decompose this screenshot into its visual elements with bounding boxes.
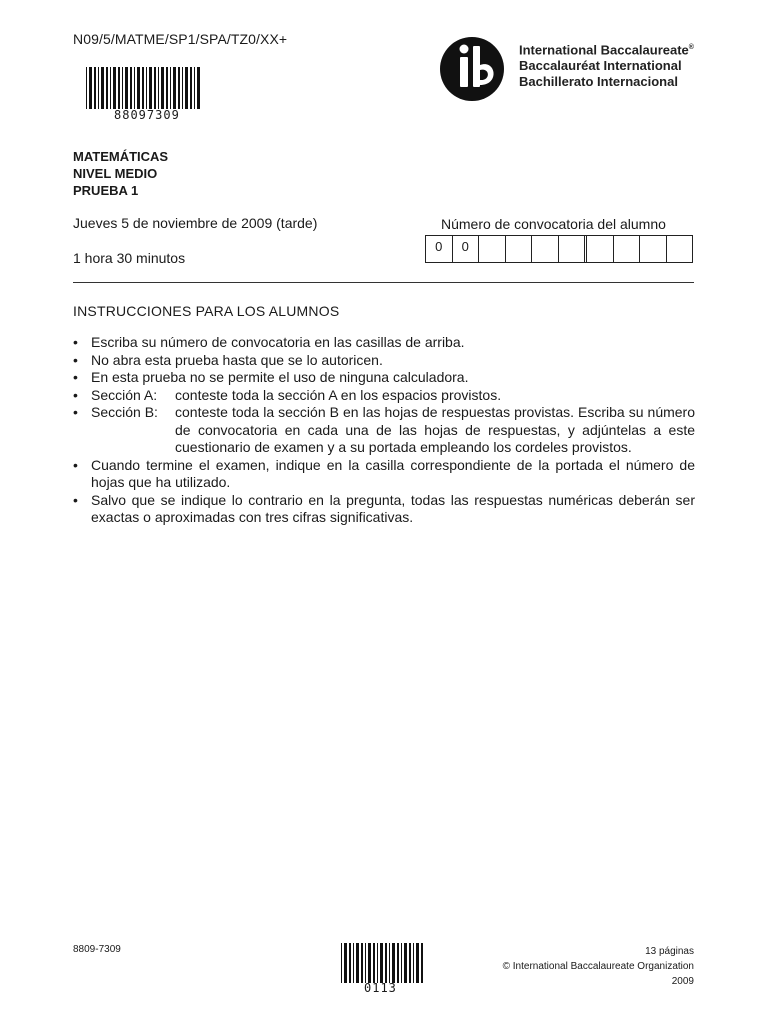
- instruction-text: No abra esta prueba hasta que se lo autoricen.: [91, 351, 383, 368]
- instruction-text: Cuando termine el examen, indique en la casilla correspondiente de la portada el número de hojas que ha utilizado.: [91, 456, 695, 490]
- org-name-en: International Baccalaureate®: [519, 42, 694, 58]
- bullet: •: [73, 369, 78, 385]
- barcode-bar: [178, 67, 180, 109]
- barcode-bar: [146, 67, 147, 109]
- barcode-bar: [421, 943, 423, 983]
- barcode-bar: [353, 943, 354, 983]
- barcode-bar: [173, 67, 176, 109]
- barcode-bar: [125, 67, 128, 109]
- barcode-bar: [130, 67, 132, 109]
- footer-code: 8809-7309: [73, 944, 121, 955]
- instruction-item: [73, 369, 695, 387]
- barcode-bar: [401, 943, 402, 983]
- instruction-item: [73, 492, 695, 527]
- page-count: 13 páginas: [645, 946, 694, 957]
- subject-title: [73, 148, 168, 199]
- section-a-text: conteste toda la sección A en los espacios provistos.: [175, 386, 502, 403]
- footer-pages: [480, 944, 694, 989]
- barcode-bar: [122, 67, 123, 109]
- candidate-digit-box[interactable]: [479, 236, 506, 262]
- barcode-bar: [409, 943, 411, 983]
- barcode-bar: [106, 67, 108, 109]
- barcode-bar: [185, 67, 188, 109]
- candidate-digit-box[interactable]: 0: [426, 236, 453, 262]
- candidate-digit-box[interactable]: [587, 236, 614, 262]
- organization-names: [519, 40, 694, 90]
- candidate-digit-box[interactable]: [559, 236, 588, 262]
- barcode-bar: [166, 67, 168, 109]
- barcode-bar: [110, 67, 111, 109]
- candidate-digit-box[interactable]: [506, 236, 533, 262]
- barcode-bottom: [341, 943, 427, 983]
- exam-date: Jueves 5 de noviembre de 2009 (tarde): [73, 215, 318, 231]
- barcode-bar: [385, 943, 387, 983]
- bullet: •: [73, 404, 78, 420]
- paper-code: N09/5/MATME/SP1/SPA/TZ0/XX+: [73, 31, 288, 47]
- barcode-top: [86, 67, 204, 109]
- barcode-bar: [89, 67, 92, 109]
- barcode-bar: [86, 67, 87, 109]
- paper-line: PRUEBA 1: [73, 183, 139, 198]
- barcode-bottom-number: 0113: [364, 981, 397, 995]
- instruction-item-section-a: [73, 387, 695, 405]
- org-name-fr: Baccalauréat International: [519, 58, 682, 74]
- candidate-number-boxes[interactable]: [425, 235, 693, 263]
- candidate-digit-box[interactable]: 0: [453, 236, 480, 262]
- bullet: •: [73, 491, 78, 508]
- instruction-item: [73, 334, 695, 352]
- barcode-bar: [134, 67, 135, 109]
- instruction-text: En esta prueba no se permite el uso de ninguna calculadora.: [91, 369, 469, 385]
- barcode-bar: [365, 943, 366, 983]
- barcode-bar: [142, 67, 144, 109]
- barcode-bar: [98, 67, 99, 109]
- barcode-bar: [368, 943, 371, 983]
- barcode-bar: [190, 67, 192, 109]
- exam-duration: 1 hora 30 minutos: [73, 250, 186, 266]
- bullet: •: [73, 386, 78, 403]
- barcode-bar: [416, 943, 419, 983]
- candidate-number-label: Número de convocatoria del alumno: [441, 216, 666, 232]
- section-a-label: Sección A:: [91, 386, 158, 403]
- barcode-bar: [356, 943, 359, 983]
- instruction-text: Salvo que se indique lo contrario en la pregunta, todas las respuestas numéricas deberán ser exactas o aproximadas con tres cifras significativas.: [91, 491, 695, 525]
- barcode-bar: [380, 943, 383, 983]
- candidate-digit-box[interactable]: [532, 236, 559, 262]
- bullet: •: [73, 456, 78, 473]
- barcode-bar: [341, 943, 342, 983]
- instruction-item: [73, 352, 695, 370]
- instruction-item: [73, 457, 695, 492]
- barcode-bar: [344, 943, 347, 983]
- barcode-bar: [397, 943, 399, 983]
- barcode-bar: [349, 943, 351, 983]
- barcode-bar: [373, 943, 375, 983]
- barcode-bar: [392, 943, 395, 983]
- instructions-heading: INSTRUCCIONES PARA LOS ALUMNOS: [73, 303, 340, 319]
- bullet: •: [73, 334, 78, 350]
- barcode-bar: [94, 67, 96, 109]
- barcode-bar: [197, 67, 200, 109]
- barcode-bar: [182, 67, 183, 109]
- instruction-item-section-b: [73, 404, 695, 457]
- divider: [73, 282, 694, 283]
- barcode-bar: [118, 67, 120, 109]
- barcode-bar: [113, 67, 116, 109]
- org-name-es: Bachillerato Internacional: [519, 74, 678, 90]
- barcode-bar: [361, 943, 363, 983]
- barcode-bar: [170, 67, 171, 109]
- barcode-bar: [413, 943, 414, 983]
- level-line: NIVEL MEDIO: [73, 166, 158, 181]
- instruction-text: Escriba su número de convocatoria en las casillas de arriba.: [91, 334, 465, 350]
- subject-line: MATEMÁTICAS: [73, 149, 169, 164]
- barcode-bar: [149, 67, 152, 109]
- barcode-bar: [154, 67, 156, 109]
- barcode-bar: [389, 943, 390, 983]
- barcode-bar: [158, 67, 159, 109]
- barcode-top-number: 88097309: [114, 108, 180, 122]
- barcode-bar: [377, 943, 378, 983]
- instructions-list: [73, 334, 695, 527]
- barcode-bar: [137, 67, 140, 109]
- barcode-bar: [161, 67, 164, 109]
- copyright: © International Baccalaureate Organization 2009: [502, 961, 694, 987]
- barcode-bar: [194, 67, 195, 109]
- barcode-bar: [404, 943, 407, 983]
- candidate-digit-box[interactable]: [667, 236, 693, 262]
- candidate-digit-box[interactable]: [614, 236, 641, 262]
- barcode-bar: [101, 67, 104, 109]
- section-b-text: conteste toda la sección B en las hojas de respuestas provistas. Escriba su número de convocatoria en cada una de las hojas de respuestas, y adjúntelas a este cuestionario de examen y a su portada empleando los cordeles provistos.: [175, 404, 695, 455]
- candidate-digit-box[interactable]: [640, 236, 667, 262]
- ib-logo-icon: [440, 37, 514, 101]
- section-b-label: Sección B:: [91, 404, 158, 420]
- bullet: •: [73, 351, 78, 368]
